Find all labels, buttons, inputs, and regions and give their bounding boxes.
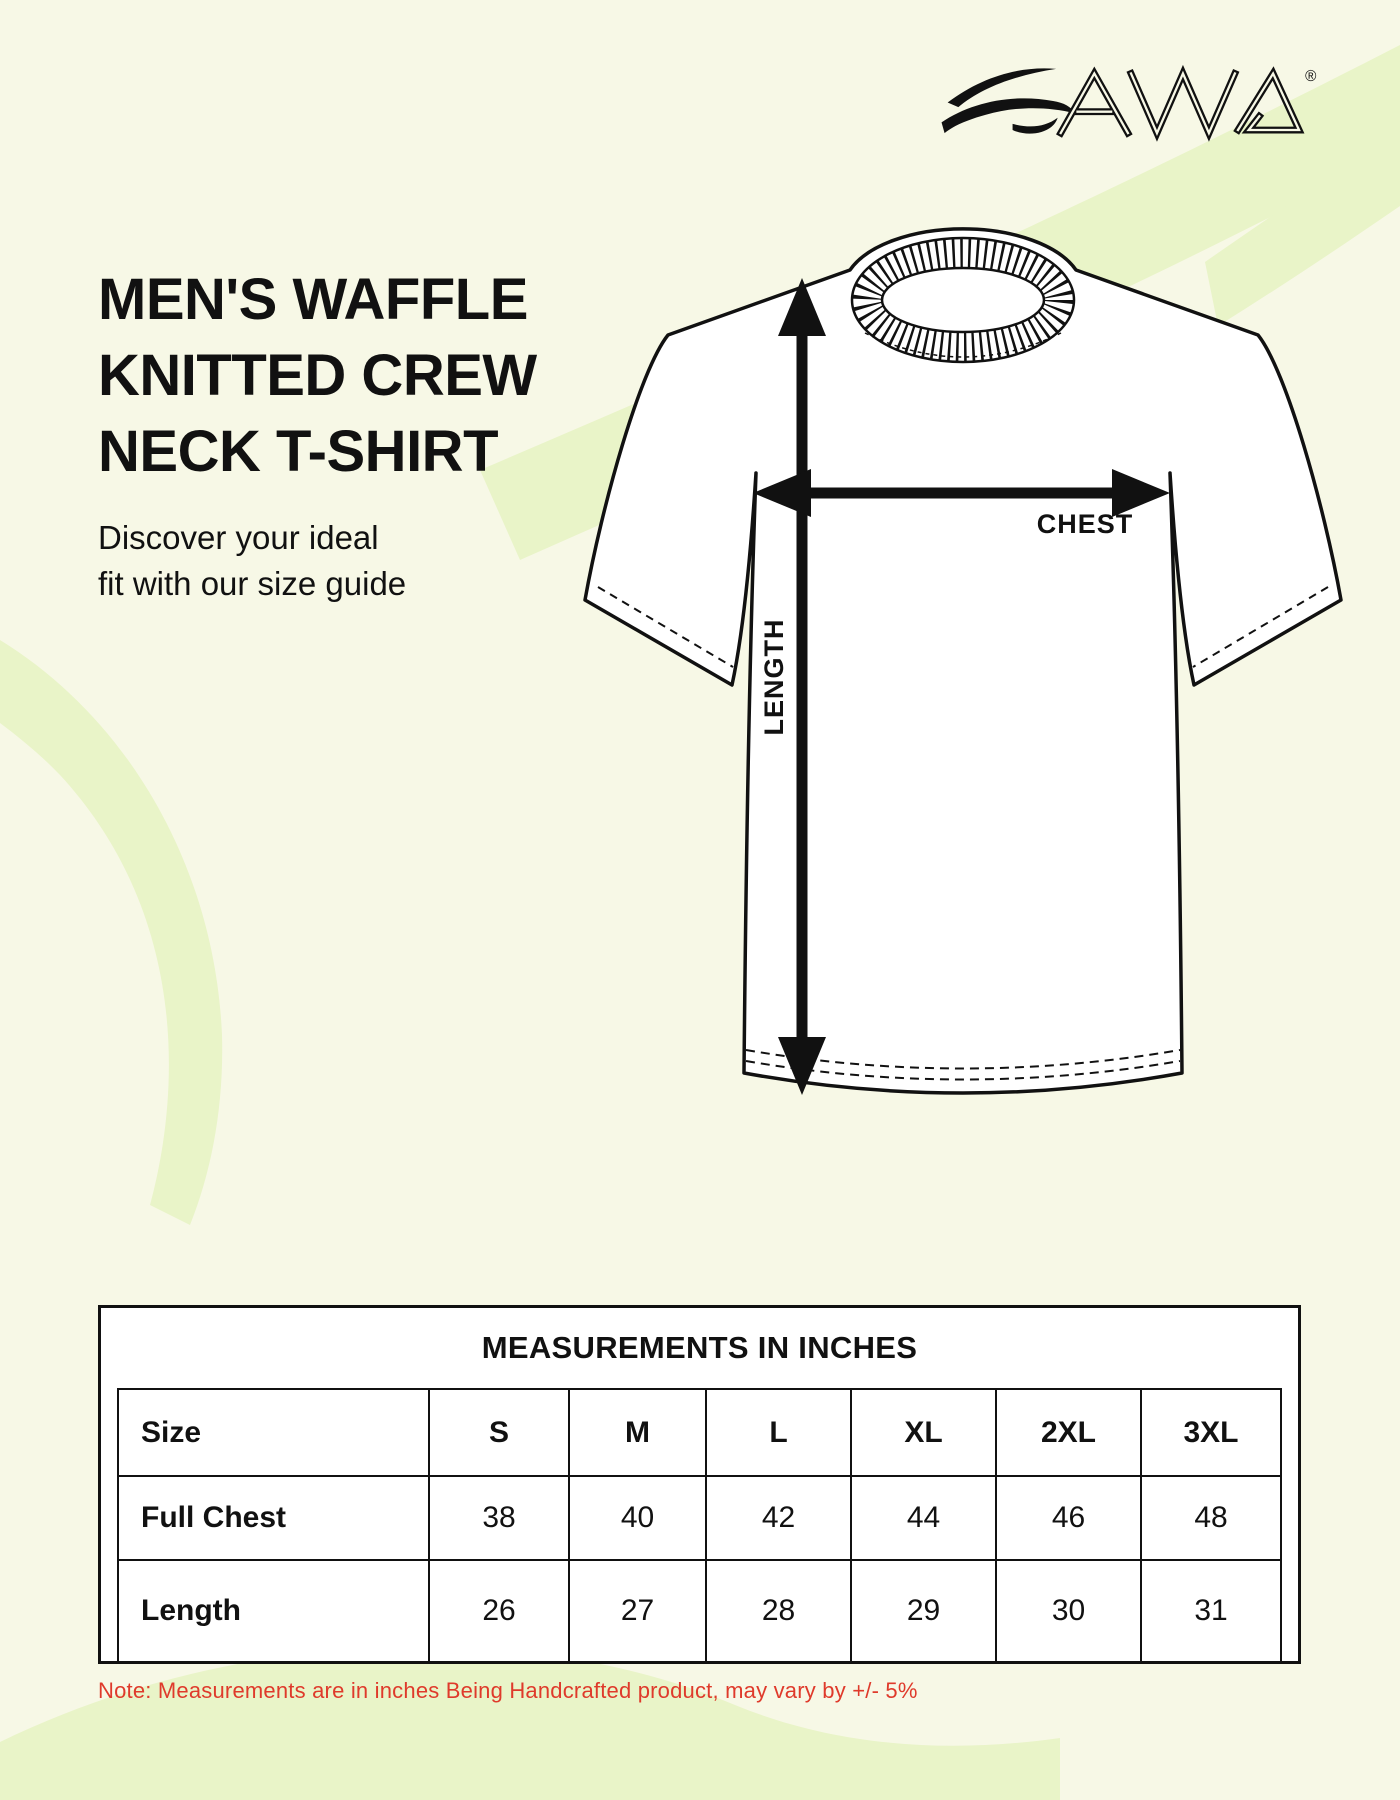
column-header-2xl: 2XL — [995, 1390, 1140, 1475]
length-value-xl: 29 — [850, 1559, 995, 1661]
full-chest-value-m: 40 — [568, 1475, 705, 1559]
page-subtitle-line: Discover your ideal — [98, 519, 379, 556]
page-title-line: NECK T-SHIRT — [98, 419, 498, 484]
full-chest-value-3xl: 48 — [1140, 1475, 1280, 1559]
row-label-full-chest: Full Chest — [119, 1475, 428, 1559]
measurements-table — [98, 1305, 1301, 1664]
chest-label: CHEST — [1036, 509, 1134, 539]
full-chest-value-s: 38 — [428, 1475, 568, 1559]
column-header-s: S — [428, 1390, 568, 1475]
length-value-l: 28 — [705, 1559, 850, 1661]
full-chest-value-xl: 44 — [850, 1475, 995, 1559]
page-subtitle — [98, 515, 406, 607]
registered-mark: ® — [1305, 68, 1317, 86]
page-title — [98, 262, 537, 490]
full-chest-value-l: 42 — [705, 1475, 850, 1559]
column-header-size: Size — [141, 1415, 202, 1449]
swoosh-left-arc — [0, 640, 222, 1225]
page-title-line: MEN'S WAFFLE — [98, 267, 528, 332]
tshirt-measurement-diagram — [540, 205, 1386, 1215]
length-label: LENGTH — [759, 618, 789, 736]
table-title: MEASUREMENTS IN INCHES — [481, 1330, 918, 1365]
full-chest-value-2xl: 46 — [995, 1475, 1140, 1559]
column-header-xl: XL — [850, 1390, 995, 1475]
length-value-3xl: 31 — [1140, 1559, 1280, 1661]
column-header-m: M — [568, 1390, 705, 1475]
brand-logo — [940, 52, 1322, 150]
brand-wordmark — [1061, 73, 1299, 133]
tshirt-outline — [585, 229, 1341, 1093]
column-header-l: L — [705, 1390, 850, 1475]
swoosh-bottom — [0, 1646, 1060, 1800]
length-value-m: 27 — [568, 1559, 705, 1661]
length-value-s: 26 — [428, 1559, 568, 1661]
measurement-note: Note: Measurements are in inches Being Handcrafted product, may vary by +/- 5% — [98, 1678, 918, 1703]
row-label-length: Length — [119, 1559, 428, 1661]
length-value-2xl: 30 — [995, 1559, 1140, 1661]
brand-swoosh-icon — [942, 68, 1076, 133]
table-grid — [117, 1388, 1282, 1661]
page-subtitle-line: fit with our size guide — [98, 565, 407, 602]
column-header-3xl: 3XL — [1140, 1390, 1280, 1475]
collar-inner-edge — [882, 268, 1044, 332]
page-title-line: KNITTED CREW — [98, 343, 537, 408]
